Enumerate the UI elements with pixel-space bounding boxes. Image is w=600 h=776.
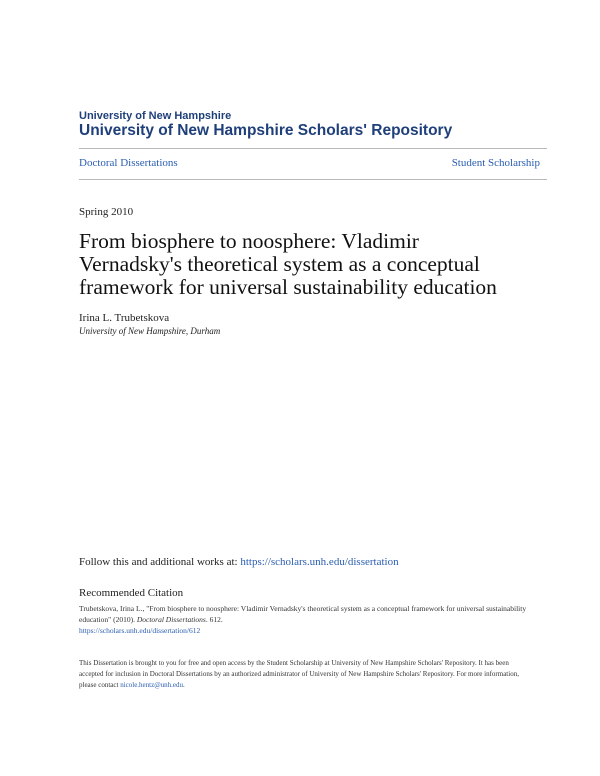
divider-bottom [79,179,547,180]
citation-number: . 612. [205,615,223,624]
publication-date: Spring 2010 [79,206,134,218]
author-affiliation: University of New Hampshire, Durham [79,326,221,336]
citation-text: Trubetskova, Irina L., "From biosphere to noosphere: Vladimir Vernadsky's theoretical system as a conceptual framework for universal sustainability education" (2010). [79,604,527,624]
citation-block [79,603,529,636]
notice-end: . [183,681,185,689]
notice-text: This Dissertation is brought to you for free and open access by the Student Scholarship at University of New Hampshire Scholars' Repository. It has been accepted for inclusion in Doctoral Dissertations by an authorized administrator of University of New Hampshire Scholars' Repository. For more information, please contact [79,659,519,689]
access-notice [79,658,529,691]
document-title: From biosphere to noosphere: Vladimir Vernadsky's theoretical system as a conceptual framework for universal sustainability education [79,229,497,299]
divider-top [79,148,547,149]
doctoral-dissertations-link[interactable]: Doctoral Dissertations [79,157,178,169]
contact-email-link[interactable]: nicole.hentz@unh.edu [120,681,184,689]
follow-text: Follow this and additional works at: [79,556,241,568]
student-scholarship-link[interactable]: Student Scholarship [451,157,540,169]
recommended-citation-heading: Recommended Citation [79,587,184,599]
follow-line [79,556,399,568]
citation-url-link[interactable]: https://scholars.unh.edu/dissertation/612 [79,626,201,635]
author-name: Irina L. Trubetskova [79,312,170,324]
institution-name[interactable]: University of New Hampshire [79,110,232,122]
citation-series: Doctoral Dissertations [136,615,206,624]
repository-name[interactable]: University of New Hampshire Scholars' Repository [79,122,453,139]
dissertation-collection-link[interactable]: https://scholars.unh.edu/dissertation [240,556,399,568]
